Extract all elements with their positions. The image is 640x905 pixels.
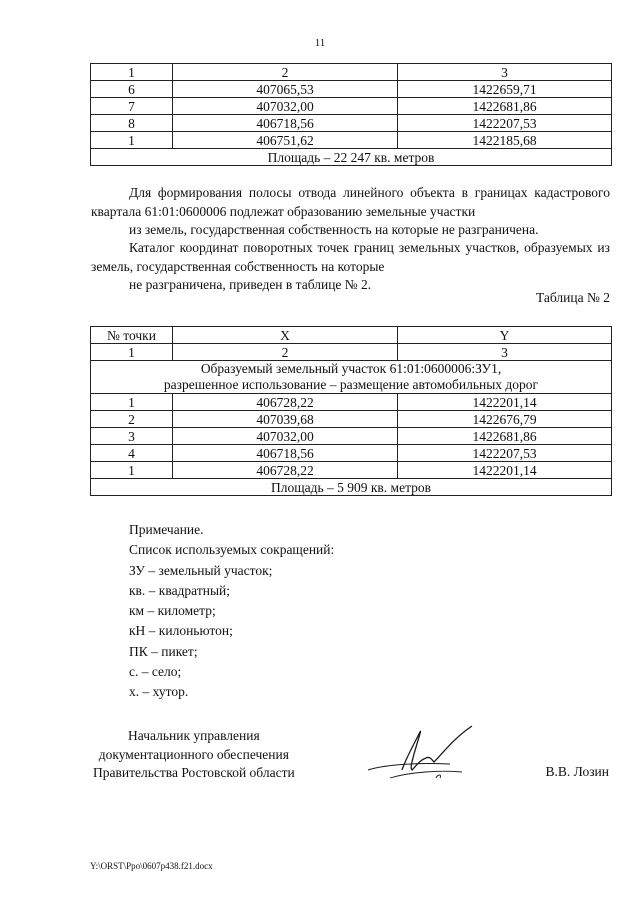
x-coordinate: 406728,22 (173, 394, 398, 411)
point-number: 1 (91, 394, 173, 411)
point-number: 7 (91, 98, 173, 115)
y-coordinate: 1422201,14 (398, 394, 612, 411)
paragraph-text: Каталог координат поворотных точек границ земельных участков, образуемых из земель, государственная собственность на которые (91, 240, 610, 274)
x-coordinate: 407065,53 (173, 81, 398, 98)
abbreviations-note (129, 520, 334, 703)
column-number: 3 (398, 344, 612, 361)
y-coordinate: 1422201,14 (398, 462, 612, 479)
section-title-line: Образуемый земельный участок 61:01:0600006:ЗУ1, (200, 361, 502, 376)
note-subtitle: Список используемых сокращений: (129, 542, 335, 558)
signatory-title-line: Правительства Ростовской области (93, 765, 295, 780)
area-total: Площадь – 22 247 кв. метров (91, 149, 612, 166)
section-row (91, 361, 612, 394)
point-number: 1 (91, 462, 173, 479)
paragraph-text: Для формирования полосы отвода линейного объекта в границах кадастрового квартала 61:01:0600006 подлежат образованию земельные участки (91, 185, 610, 219)
table-row (91, 81, 612, 98)
section-title (91, 361, 612, 394)
column-number: 1 (91, 344, 173, 361)
header-point-number: № точки (91, 327, 173, 344)
area-row (91, 149, 612, 166)
column-number: 2 (173, 64, 398, 81)
area-row (91, 479, 612, 496)
table-row (91, 428, 612, 445)
point-number: 3 (91, 428, 173, 445)
page-number: 11 (314, 37, 326, 49)
abbreviation-item: ЗУ – земельный участок; (129, 562, 273, 578)
section-title-line: разрешенное использование – размещение автомобильных дорог (163, 377, 539, 392)
y-coordinate: 1422681,86 (398, 98, 612, 115)
table-row (91, 462, 612, 479)
table-row (91, 445, 612, 462)
file-path: Y:\ORST\Ppo\0607p438.f21.docx (90, 861, 213, 871)
table-row (91, 98, 612, 115)
table-header-row (91, 64, 612, 81)
x-coordinate: 407032,00 (173, 98, 398, 115)
table-row (91, 394, 612, 411)
paragraph-last-line: не разграничена, приведен в таблице № 2. (129, 277, 372, 292)
x-coordinate: 406751,62 (173, 132, 398, 149)
table-numbering-row (91, 344, 612, 361)
signatory-title (93, 727, 295, 783)
point-number: 2 (91, 411, 173, 428)
signatory-title-line: документационного обеспечения (98, 746, 289, 762)
abbreviation-item: км – километр; (129, 603, 216, 619)
paragraph-last-line: из земель, государственная собственность на которые не разграничена. (129, 222, 539, 237)
y-coordinate: 1422676,79 (398, 411, 612, 428)
abbreviation-item: кв. – квадратный; (129, 582, 230, 598)
y-coordinate: 1422207,53 (398, 445, 612, 462)
x-coordinate: 407032,00 (173, 428, 398, 445)
x-coordinate: 406718,56 (173, 115, 398, 132)
signer-name: В.В. Лозин (545, 764, 609, 779)
abbreviation-item: кН – килоньютон; (129, 623, 233, 639)
paragraph-land-formation (91, 184, 610, 240)
signatory-title-line: Начальник управления (128, 728, 260, 743)
point-number: 1 (91, 132, 173, 149)
header-y: Y (398, 327, 612, 344)
x-coordinate: 406728,22 (173, 462, 398, 479)
y-coordinate: 1422659,71 (398, 81, 612, 98)
table-header-row (91, 327, 612, 344)
x-coordinate: 407039,68 (173, 411, 398, 428)
table-row (91, 132, 612, 149)
column-number: 1 (91, 64, 173, 81)
y-coordinate: 1422207,53 (398, 115, 612, 132)
point-number: 8 (91, 115, 173, 132)
area-total: Площадь – 5 909 кв. метров (91, 479, 612, 496)
point-number: 4 (91, 445, 173, 462)
abbreviation-item: ПК – пикет; (129, 643, 198, 659)
table-row (91, 115, 612, 132)
x-coordinate: 406718,56 (173, 445, 398, 462)
table-caption: Таблица № 2 (536, 290, 610, 305)
paragraph-coordinates-catalog (91, 239, 610, 295)
note-title: Примечание. (129, 522, 204, 537)
abbreviation-item: х. – хутор. (129, 684, 189, 700)
header-x: X (173, 327, 398, 344)
y-coordinate: 1422681,86 (398, 428, 612, 445)
column-number: 2 (173, 344, 398, 361)
y-coordinate: 1422185,68 (398, 132, 612, 149)
table-row (91, 411, 612, 428)
abbreviation-item: с. – село; (129, 664, 182, 680)
column-number: 3 (398, 64, 612, 81)
point-number: 6 (91, 81, 173, 98)
coordinates-table-2 (90, 326, 612, 496)
handwritten-signature (350, 720, 490, 792)
coordinates-table-continued (90, 63, 612, 166)
